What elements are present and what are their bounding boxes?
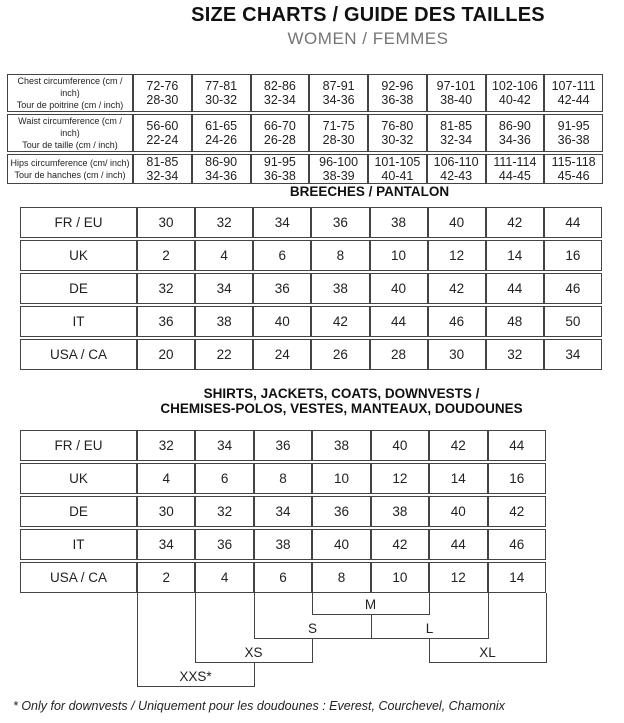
value-cm: 92-96 — [381, 79, 414, 93]
value-cm: 61-65 — [205, 119, 238, 133]
size-value: 38 — [371, 496, 429, 527]
bracket-bottom-line — [429, 662, 547, 663]
size-system-label: USA / CA — [20, 339, 137, 370]
measurements-table — [7, 72, 603, 186]
size-value: 46 — [544, 273, 602, 304]
size-system-label: UK — [20, 463, 137, 494]
value-inch: 36-38 — [381, 93, 414, 107]
size-system-label: IT — [20, 529, 137, 560]
size-value: 48 — [486, 306, 544, 337]
value-cm: 82-86 — [263, 79, 296, 93]
size-row — [20, 306, 602, 337]
size-value: 12 — [371, 463, 429, 494]
size-row — [20, 339, 602, 370]
measurement-row — [7, 114, 603, 152]
bracket-right-line — [546, 593, 547, 662]
value-inch: 42-44 — [557, 93, 590, 107]
measurement-value — [133, 114, 192, 152]
size-value: 22 — [195, 339, 253, 370]
measurement-value — [251, 114, 310, 152]
size-value: 46 — [488, 529, 546, 560]
measurement-value — [544, 154, 603, 184]
size-value: 10 — [312, 463, 370, 494]
size-system-label: FR / EU — [20, 430, 137, 461]
value-inch: 34-36 — [498, 133, 531, 147]
value-cm: 107-111 — [551, 79, 596, 93]
measurement-value — [544, 74, 603, 112]
size-value: 50 — [544, 306, 602, 337]
value-inch: 45-46 — [557, 169, 590, 183]
measurement-value — [133, 74, 192, 112]
value-cm: 77-81 — [205, 79, 238, 93]
measurement-label-fr: Tour de taille (cm / inch) — [22, 140, 118, 150]
size-system-label: DE — [20, 273, 137, 304]
size-value: 42 — [311, 306, 369, 337]
size-value: 38 — [311, 273, 369, 304]
measurement-value — [309, 154, 368, 184]
size-value: 4 — [137, 463, 195, 494]
size-value: 4 — [195, 240, 253, 271]
size-value: 36 — [312, 496, 370, 527]
bracket-right-line — [488, 593, 489, 638]
size-value: 2 — [137, 240, 195, 271]
value-cm: 101-105 — [374, 155, 421, 169]
value-inch: 34-36 — [322, 93, 355, 107]
value-inch: 44-45 — [498, 169, 531, 183]
size-value: 36 — [137, 306, 195, 337]
measurement-row — [7, 74, 603, 112]
shirts-heading-line2: CHEMISES-POLOS, VESTES, MANTEAUX, DOUDOUNES — [160, 401, 523, 416]
value-cm: 87-91 — [322, 79, 355, 93]
size-row — [20, 562, 546, 593]
value-cm: 102-106 — [491, 79, 538, 93]
value-inch: 28-30 — [322, 133, 355, 147]
size-value: 46 — [428, 306, 486, 337]
size-value: 10 — [371, 562, 429, 593]
measurement-label — [7, 154, 133, 184]
size-value: 8 — [254, 463, 312, 494]
value-cm: 81-85 — [440, 119, 473, 133]
size-row — [20, 207, 602, 238]
value-inch: 40-41 — [381, 169, 414, 183]
size-value: 42 — [486, 207, 544, 238]
value-inch: 32-34 — [263, 93, 296, 107]
value-cm: 91-95 — [263, 155, 296, 169]
size-bracket-label: S — [307, 621, 317, 636]
value-inch: 32-34 — [146, 169, 179, 183]
value-inch: 36-38 — [263, 169, 296, 183]
value-cm: 106-110 — [433, 155, 479, 169]
size-value: 6 — [253, 240, 311, 271]
bracket-bottom-line — [371, 638, 489, 639]
value-cm: 96-100 — [319, 155, 359, 169]
size-system-label: FR / EU — [20, 207, 137, 238]
value-inch: 38-39 — [322, 169, 355, 183]
value-cm: 56-60 — [146, 119, 179, 133]
size-value: 10 — [370, 240, 428, 271]
size-value: 30 — [428, 339, 486, 370]
breeches-heading: BREECHES / PANTALON — [289, 184, 450, 199]
value-inch: 26-28 — [263, 133, 296, 147]
size-value: 20 — [137, 339, 195, 370]
size-value: 44 — [429, 529, 487, 560]
size-system-label: IT — [20, 306, 137, 337]
measurement-label — [7, 74, 133, 112]
measurement-label-fr: Tour de hanches (cm / inch) — [14, 170, 126, 180]
size-system-label: UK — [20, 240, 137, 271]
value-cm: 86-90 — [498, 119, 531, 133]
shirts-heading-line1: SHIRTS, JACKETS, COATS, DOWNVESTS / — [203, 386, 480, 401]
measurement-value — [251, 74, 310, 112]
size-value: 34 — [137, 529, 195, 560]
size-value: 34 — [254, 496, 312, 527]
bracket-bottom-line — [137, 686, 255, 687]
size-value: 28 — [370, 339, 428, 370]
measurement-value — [251, 154, 310, 184]
size-value: 40 — [370, 273, 428, 304]
size-value: 12 — [429, 562, 487, 593]
measurement-value — [427, 154, 486, 184]
measurement-value — [368, 74, 427, 112]
size-value: 40 — [429, 496, 487, 527]
size-row — [20, 430, 546, 461]
size-value: 40 — [371, 430, 429, 461]
size-value: 34 — [544, 339, 602, 370]
value-cm: 97-101 — [436, 79, 476, 93]
value-cm: 81-85 — [146, 155, 179, 169]
value-inch: 30-32 — [381, 133, 414, 147]
size-value: 34 — [253, 207, 311, 238]
shirts-heading — [137, 386, 546, 416]
size-value: 8 — [311, 240, 369, 271]
size-value: 44 — [544, 207, 602, 238]
size-value: 14 — [488, 562, 546, 593]
value-inch: 24-26 — [205, 133, 238, 147]
measurement-value — [368, 114, 427, 152]
size-value: 36 — [253, 273, 311, 304]
size-value: 42 — [488, 496, 546, 527]
size-bracket-label: M — [364, 597, 377, 612]
value-inch: 28-30 — [146, 93, 179, 107]
measurement-value — [309, 114, 368, 152]
size-row — [20, 496, 546, 527]
size-value: 40 — [253, 306, 311, 337]
size-value: 30 — [137, 496, 195, 527]
size-value: 44 — [488, 430, 546, 461]
measurement-value — [427, 74, 486, 112]
size-value: 4 — [195, 562, 253, 593]
page-subtitle: WOMEN / FEMMES — [287, 29, 449, 48]
size-value: 42 — [428, 273, 486, 304]
size-value: 6 — [195, 463, 253, 494]
size-value: 32 — [137, 430, 195, 461]
value-inch: 32-34 — [440, 133, 473, 147]
bracket-bottom-line — [195, 662, 313, 663]
value-cm: 86-90 — [205, 155, 238, 169]
size-value: 24 — [253, 339, 311, 370]
size-value: 42 — [429, 430, 487, 461]
breeches-size-table — [20, 205, 602, 372]
size-value: 38 — [254, 529, 312, 560]
size-value: 36 — [311, 207, 369, 238]
size-value: 16 — [488, 463, 546, 494]
value-inch: 42-43 — [440, 169, 473, 183]
size-bracket-label: XXS* — [179, 669, 212, 684]
size-system-label: USA / CA — [20, 562, 137, 593]
measurement-label-en: Waist circumference (cm / inch) — [18, 116, 122, 138]
size-value: 14 — [486, 240, 544, 271]
measurement-label — [7, 114, 133, 152]
size-value: 14 — [429, 463, 487, 494]
size-value: 12 — [428, 240, 486, 271]
measurement-label-fr: Tour de poitrine (cm / inch) — [16, 100, 124, 110]
measurement-value — [486, 154, 545, 184]
bracket-right-line — [312, 638, 313, 662]
page-title: SIZE CHARTS / GUIDE DES TAILLES — [191, 4, 545, 26]
value-cm: 76-80 — [381, 119, 414, 133]
size-system-label: DE — [20, 496, 137, 527]
measurement-value — [192, 114, 251, 152]
bracket-right-line — [254, 662, 255, 686]
value-inch: 34-36 — [205, 169, 238, 183]
value-cm: 91-95 — [557, 119, 590, 133]
value-cm: 111-114 — [493, 155, 537, 169]
size-value: 38 — [312, 430, 370, 461]
size-value: 6 — [254, 562, 312, 593]
measurement-label-en: Hips circumference (cm/ inch) — [10, 158, 130, 168]
size-row — [20, 240, 602, 271]
value-inch: 36-38 — [557, 133, 590, 147]
size-value: 16 — [544, 240, 602, 271]
shirts-size-table — [20, 428, 546, 595]
size-value: 40 — [312, 529, 370, 560]
measurement-value — [309, 74, 368, 112]
measurement-value — [427, 114, 486, 152]
size-value: 36 — [195, 529, 253, 560]
measurement-value — [486, 114, 545, 152]
value-inch: 38-40 — [440, 93, 473, 107]
size-value: 30 — [137, 207, 195, 238]
value-inch: 40-42 — [498, 93, 531, 107]
size-value: 34 — [195, 273, 253, 304]
size-value: 8 — [312, 562, 370, 593]
value-cm: 72-76 — [146, 79, 179, 93]
size-row — [20, 273, 602, 304]
size-bracket-label: XS — [244, 645, 263, 660]
measurement-value — [192, 74, 251, 112]
measurement-value — [486, 74, 545, 112]
size-value: 32 — [195, 496, 253, 527]
size-value: 2 — [137, 562, 195, 593]
footnote: * Only for downvests / Uniquement pour les doudounes : Everest, Courchevel, Chamonix — [13, 699, 505, 713]
size-value: 32 — [486, 339, 544, 370]
measurement-value — [192, 154, 251, 184]
size-row — [20, 529, 546, 560]
measurement-value — [544, 114, 603, 152]
measurement-value — [133, 154, 192, 184]
size-value: 44 — [486, 273, 544, 304]
size-value: 40 — [428, 207, 486, 238]
size-value: 32 — [195, 207, 253, 238]
size-bracket-label: L — [425, 621, 434, 636]
value-cm: 66-70 — [263, 119, 296, 133]
size-value: 36 — [254, 430, 312, 461]
size-bracket-label: XL — [479, 645, 496, 660]
size-value: 26 — [311, 339, 369, 370]
size-value: 38 — [195, 306, 253, 337]
bracket-right-line — [429, 593, 430, 614]
size-value: 32 — [137, 273, 195, 304]
value-cm: 115-118 — [551, 155, 596, 169]
size-row — [20, 463, 546, 494]
measurement-label-en: Chest circumference (cm / inch) — [17, 76, 123, 98]
bracket-bottom-line — [254, 638, 372, 639]
size-value: 34 — [195, 430, 253, 461]
value-cm: 71-75 — [322, 119, 355, 133]
measurement-value — [368, 154, 427, 184]
size-value: 44 — [370, 306, 428, 337]
size-value: 42 — [371, 529, 429, 560]
size-value: 38 — [370, 207, 428, 238]
value-inch: 22-24 — [146, 133, 179, 147]
measurement-row — [7, 154, 603, 184]
value-inch: 30-32 — [205, 93, 238, 107]
